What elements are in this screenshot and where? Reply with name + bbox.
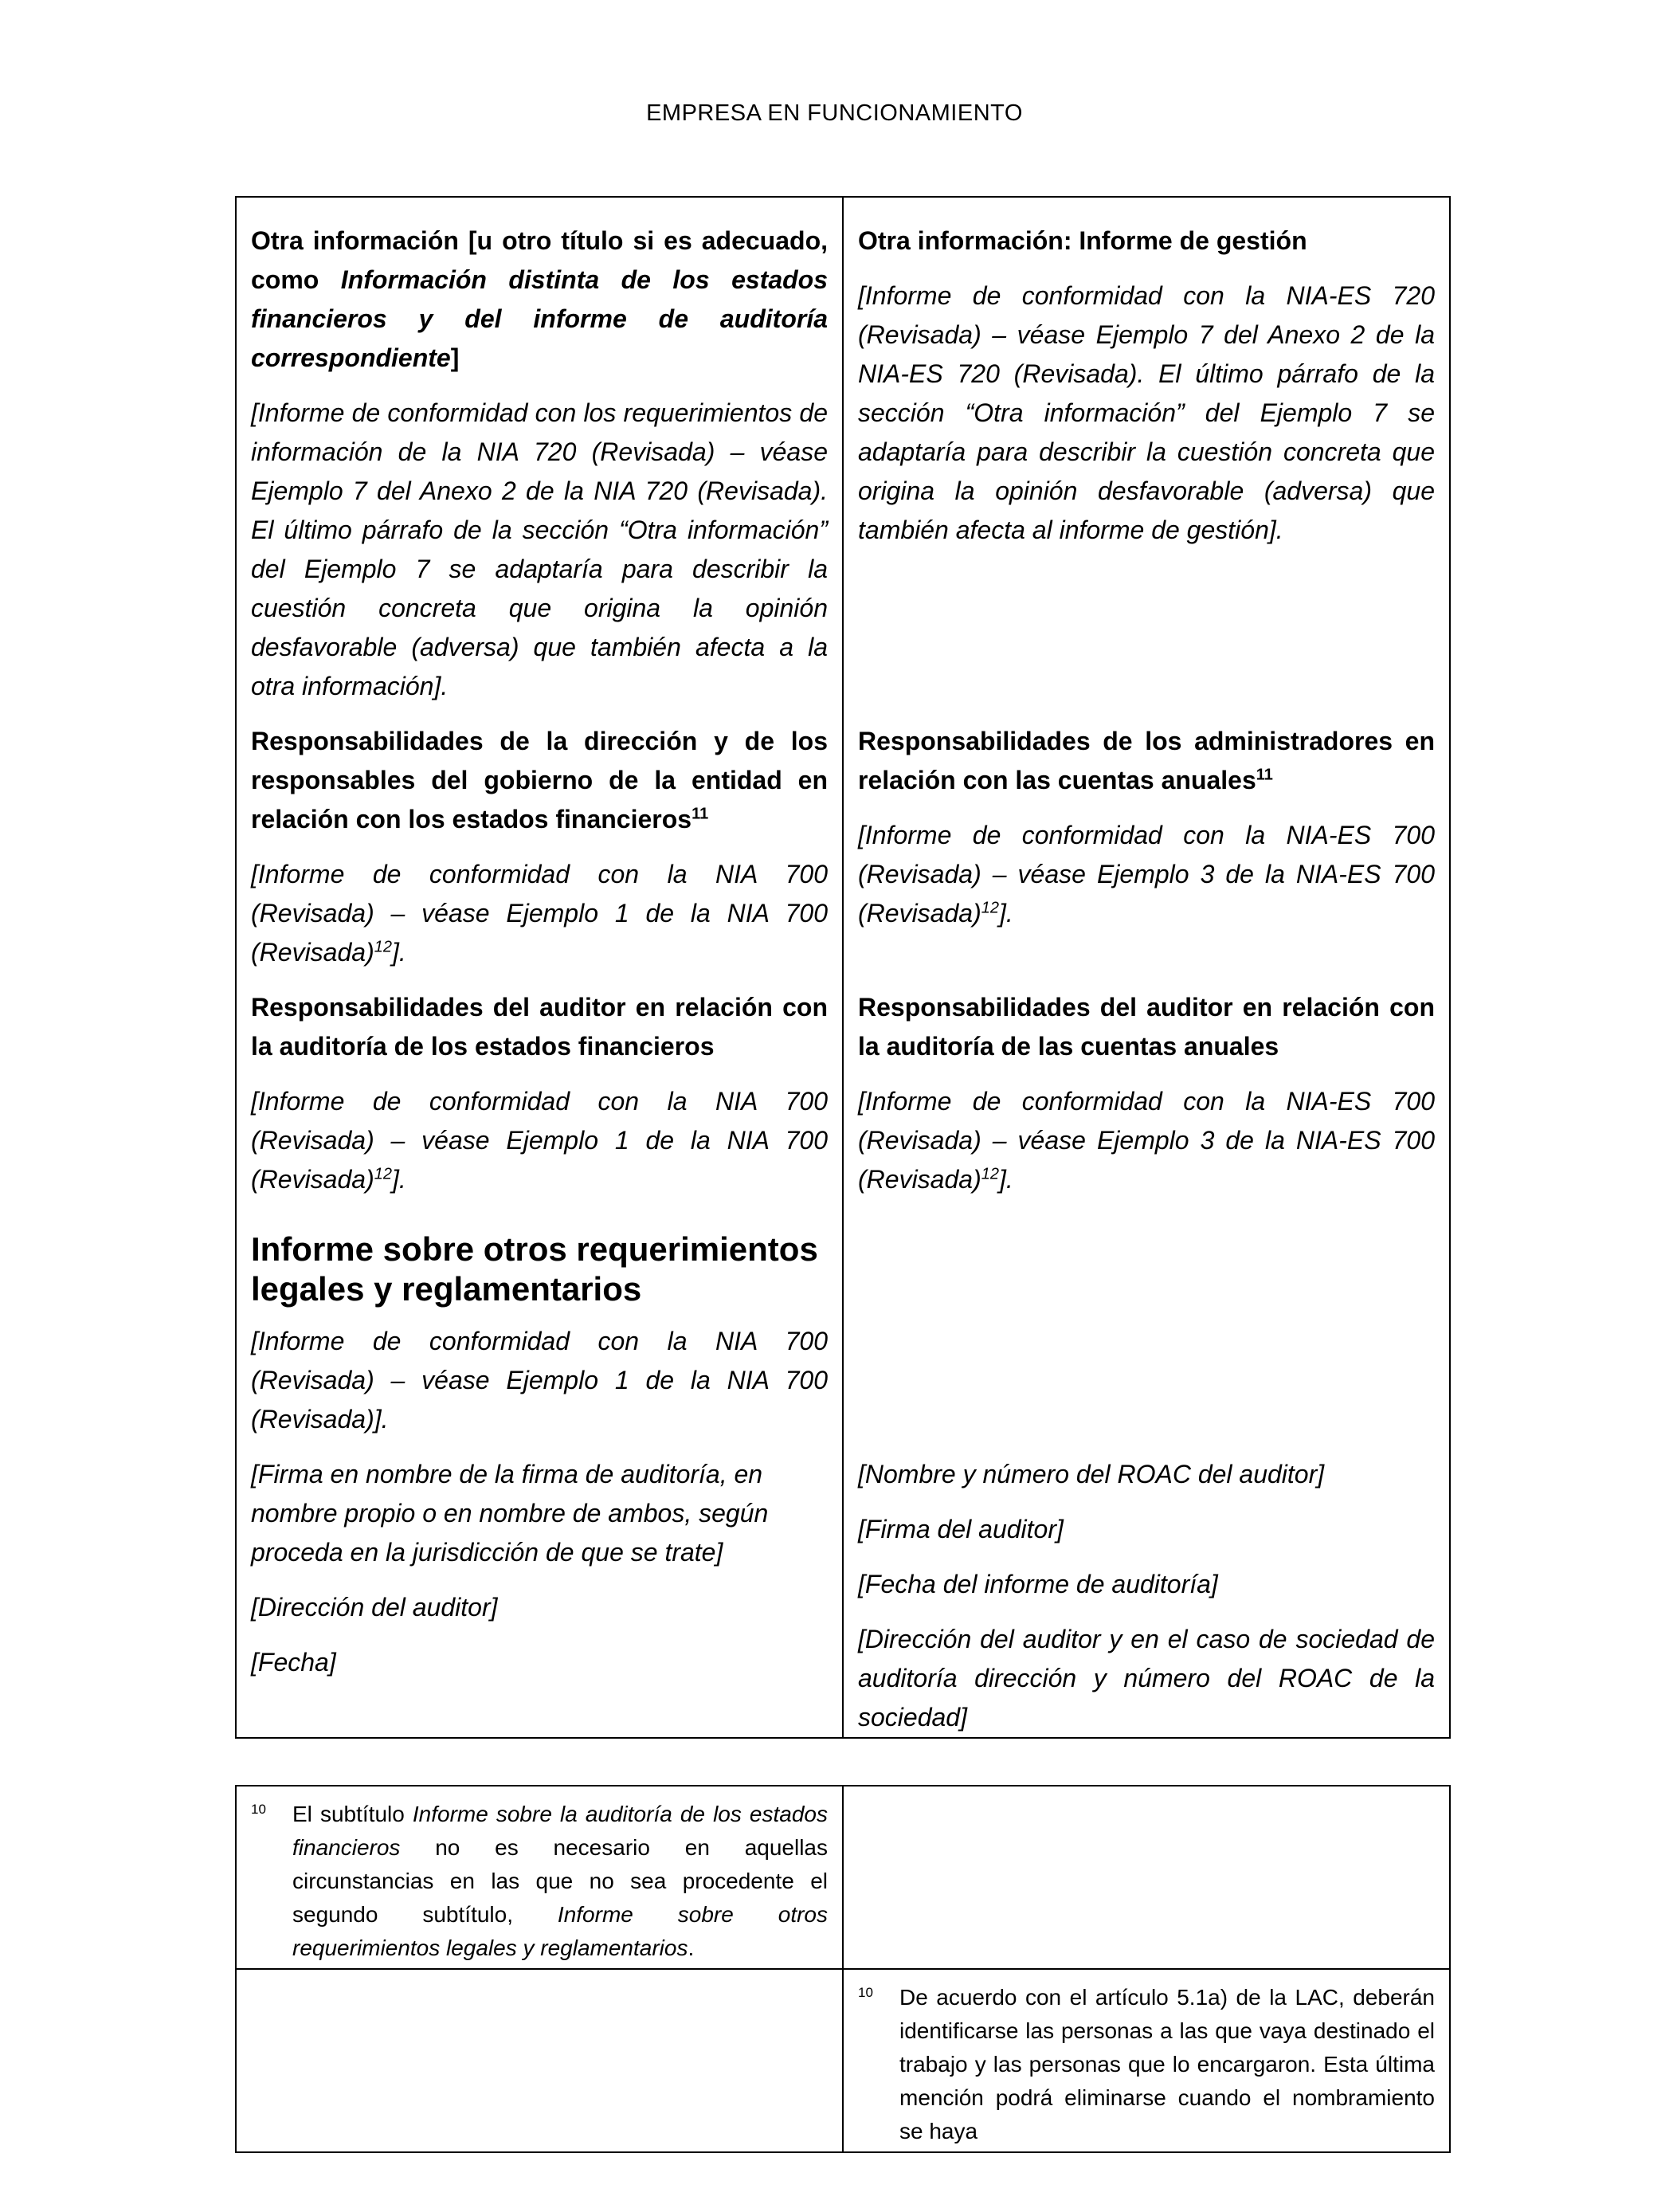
right-cell-firma xyxy=(843,1455,1450,1738)
section-heading xyxy=(251,722,828,839)
row-firmas xyxy=(236,1455,1450,1738)
paragraph-text: [Informe de conformidad con la NIA 700 (Revisada) – véase Ejemplo 1 de la NIA 700 (Revisada) xyxy=(251,860,828,967)
right-cell-resp-administradores xyxy=(843,722,1450,988)
section-paragraph: [Informe de conformidad con la NIA 700 (Revisada) – véase Ejemplo 1 de la NIA 700 (Revisada)]. xyxy=(251,1327,828,1433)
section-paragraph xyxy=(858,816,1435,933)
section-paragraph: [Informe de conformidad con la NIA-ES 720 (Revisada) – véase Ejemplo 7 del Anexo 2 de la NIA-ES 720 (Revisada). El último párrafo de la sección “Otra información” del Ejemplo 7 se adaptaría para describir la cuestión concreta que origina la opinión desfavorable (adversa) que también afecta al informe de gestión]. xyxy=(858,281,1435,544)
firma-placeholder: [Firma en nombre de la firma de auditoría, en nombre propio o en nombre de ambos, según proceda en la jurisdicción de que se trate] xyxy=(251,1460,769,1567)
row-responsabilidades-direccion xyxy=(236,722,1450,988)
paragraph-text: ]. xyxy=(998,899,1013,928)
left-cell-resp-direccion xyxy=(236,722,843,988)
fecha-placeholder: [Fecha del informe de auditoría] xyxy=(858,1570,1218,1598)
footnote-ref[interactable]: 11 xyxy=(1256,766,1273,784)
footnote-left-empty xyxy=(236,1969,843,2152)
paragraph-text: [Informe de conformidad con la NIA 700 (Revisada) – véase Ejemplo 1 de la NIA 700 (Revisada) xyxy=(251,1087,828,1194)
text: no es necesario en aquellas circunstancias en las que no sea procedente el segundo subtítulo, xyxy=(292,1835,828,1927)
right-cell-empty xyxy=(843,1215,1450,1455)
right-cell-otra-informacion xyxy=(843,197,1450,722)
direccion-placeholder: [Dirección del auditor y en el caso de sociedad de auditoría dirección y número del ROAC de la sociedad] xyxy=(858,1625,1435,1732)
footnote-ref[interactable]: 11 xyxy=(691,805,709,823)
text: . xyxy=(688,1936,695,1960)
heading-text: Responsabilidades de los administradores en relación con las cuentas anuales xyxy=(858,727,1435,794)
left-cell-otros-requerimientos xyxy=(236,1215,843,1455)
paragraph-text: [Informe de conformidad con la NIA-ES 700 (Revisada) – véase Ejemplo 3 de la NIA-ES 700 (Revisada) xyxy=(858,1087,1435,1194)
right-cell-resp-auditor xyxy=(843,988,1450,1215)
direccion-placeholder: [Dirección del auditor] xyxy=(251,1593,498,1622)
footnote-ref[interactable]: 12 xyxy=(374,1165,392,1183)
left-cell-resp-auditor xyxy=(236,988,843,1215)
section-heading: Responsabilidades del auditor en relación con la auditoría de las cuentas anuales xyxy=(858,993,1435,1061)
fecha-placeholder: [Fecha] xyxy=(251,1648,336,1677)
heading-italic-text: Información distinta de los estados financieros y del informe de auditoría correspondiente xyxy=(251,265,829,372)
section-paragraph: [Informe de conformidad con los requerimientos de información de la NIA 720 (Revisada) – véase Ejemplo 7 del Anexo 2 de la NIA 720 (Revisada). El último párrafo de la sección “Otra información” del Ejemplo 7 se adaptaría para describir la cuestión concreta que origina la opinión desfavorable (adversa) que también afecta a la otra información]. xyxy=(251,398,828,700)
footnote-left xyxy=(236,1786,843,1969)
section-heading xyxy=(858,722,1435,800)
paragraph-text: ]. xyxy=(391,938,406,967)
footnote-number: 10 xyxy=(858,1985,873,2000)
heading-text: Responsabilidades de la dirección y de los responsables del gobierno de la entidad en relación con los estados financieros xyxy=(251,727,828,833)
footnote-ref[interactable]: 12 xyxy=(981,899,999,917)
section-paragraph xyxy=(251,855,828,972)
row-otra-informacion xyxy=(236,197,1450,722)
paragraph-text: [Informe de conformidad con la NIA-ES 700 (Revisada) – véase Ejemplo 3 de la NIA-ES 700 (Revisada) xyxy=(858,821,1435,928)
left-cell-firma xyxy=(236,1455,843,1738)
subtitle-heading: Informe sobre otros requerimientos legales y reglamentarios xyxy=(251,1230,818,1308)
footnote-text: De acuerdo con el artículo 5.1a) de la LAC, deberán identificarse las personas a las que vaya destinado el trabajo y las personas que lo encargaron. Esta última mención podrá eliminarse cuando el nombramiento se haya xyxy=(899,1985,1435,2143)
footnote-row xyxy=(236,1969,1450,2152)
comparison-table xyxy=(235,196,1451,1739)
row-otros-requerimientos xyxy=(236,1215,1450,1455)
paragraph-text: ]. xyxy=(998,1165,1013,1194)
firma-placeholder: [Firma del auditor] xyxy=(858,1515,1064,1543)
heading-text: ] xyxy=(450,343,460,372)
footnote-ref[interactable]: 12 xyxy=(981,1165,999,1183)
section-paragraph xyxy=(858,1082,1435,1199)
footnotes-table xyxy=(235,1785,1451,2153)
paragraph-text: ]. xyxy=(391,1165,406,1194)
footnote-right xyxy=(843,1969,1450,2152)
nombre-roac-placeholder: [Nombre y número del ROAC del auditor] xyxy=(858,1460,1325,1488)
text: El subtítulo xyxy=(292,1802,413,1826)
section-paragraph xyxy=(251,1082,828,1199)
footnote-row xyxy=(236,1786,1450,1969)
row-responsabilidades-auditor xyxy=(236,988,1450,1215)
italic-text: Informe sobre la auditoría de los estados financieros xyxy=(292,1802,828,1860)
running-header: EMPRESA EN FUNCIONAMIENTO xyxy=(646,100,1023,126)
footnote xyxy=(858,1981,1435,2148)
section-heading: Otra información: Informe de gestión xyxy=(858,226,1307,255)
footnote-number: 10 xyxy=(251,1802,266,1817)
footnote-right-empty xyxy=(843,1786,1450,1969)
italic-text: Informe sobre otros requerimientos legales y reglamentarios xyxy=(292,1902,828,1960)
footnote-ref[interactable]: 12 xyxy=(374,938,392,956)
section-heading xyxy=(251,222,828,378)
section-heading: Responsabilidades del auditor en relación con la auditoría de los estados financieros xyxy=(251,993,828,1061)
left-cell-otra-informacion xyxy=(236,197,843,722)
footnote xyxy=(251,1798,828,1965)
footnote-text xyxy=(292,1798,828,1965)
heading-text: Otra información [u otro título si es adecuado, como xyxy=(251,226,828,294)
